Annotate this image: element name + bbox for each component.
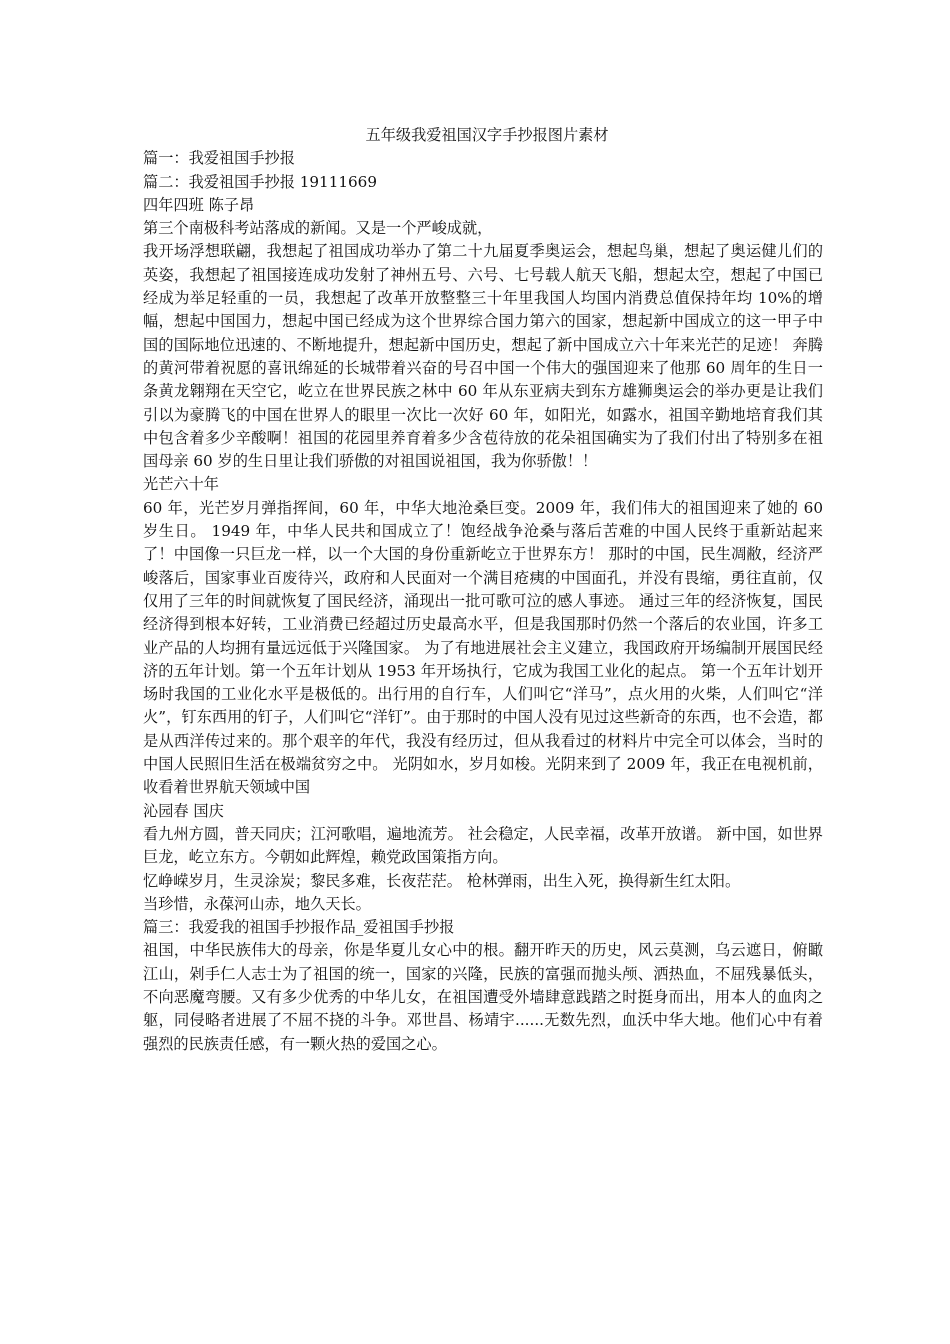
paragraph-2: 60 年，光芒岁月弹指挥间，60 年，中华大地沧桑巨变。2009 年，我们伟大的祖国迎来了她的 60 岁生日。 1949 年，中华人民共和国成立了！饱经战争沧桑与落后苦难的中国人民终于重新站起来了！中国像一只巨龙一样，以一个大国的身份重新屹立于世界东方！ 那时的中国，民生凋敝，经济严峻落后，国家事业百废待兴，政府和人民面对一个满目疮痍的中国面孔，并没有畏缩，勇往直前，仅仅用了三年的时间就恢复了国民经济，涌现出一批可歌可泣的感人事迹。 通过三年的经济恢复，国民经济得到根本好转，工业消费已经超过历史最高水平，但是我国那时仍然一个落后的农业国，许多工业产品的人均拥有量远远低于兴隆国家。 为了有地进展社会主义建立，我国政府开场编制开展国民经济的五年计划。第一个五年计划从 1953 年开场执行，它成为我国工业化的起点。 第一个五年计划开场时我国的工业化水平是极低的。出行用的自行车，人们叫它“洋马”，点火用的火柴，人们叫它“洋火”，钉东西用的钉子，人们叫它“洋钉”。由于那时的中国人没有见过这些新奇的东西，也不会造，都是从西洋传过来的。那个艰辛的年代，我没有经历过，但从我看过的材料片中完全可以体会，当时的中国人民照旧生活在极端贫穷之中。 光阴如水，岁月如梭。光阴来到了 2009 年，我正在电视机前，收看着世界航天领域中国 [143, 498, 823, 797]
text-line-2: 篇二：我爱祖国手抄报 19111669 [143, 172, 378, 191]
paragraph-1: 我开场浮想联翩，我想起了祖国成功举办了第二十九届夏季奥运会，想起鸟巢，想起了奥运健儿们的英姿，我想起了祖国接连成功发射了神州五号、六号、七号载人航天飞船，想起太空，想起了中国已经成为举足轻重的一员，我想起了改革开放整整三十年里我国人均国内消费总值保持年均 10%的增幅，想起中国国力，想起中国已经成为这个世界综合国力第六的国家，想起新中国成立的这一甲子中国的国际地位迅速的、不断地提升，想起新中国历史，想起了新中国成立六十年来光芒的足迹！ 奔腾的黄河带着祝愿的喜讯绵延的长城带着兴奋的号召中国一个伟大的强国迎来了他那 60 周年的生日一条黄龙翱翔在天空它，屹立在世界民族之林中 60 年从东亚病夫到东方雄狮奥运会的举办更是让我们引以为豪腾飞的中国在世界人的眼里一次比一次好 60 年，如阳光，如露水，祖国辛勤地培育我们其中包含着多少辛酸啊！祖国的花园里养育着多少含苞待放的花朵祖国确实为了我们付出了特别多在祖国母亲 60 岁的生日里让我们骄傲的对祖国说祖国，我为你骄傲！！ [143, 242, 823, 471]
section-heading-3: 篇三：我爱我的祖国手抄报作品_爱祖国手抄报 [143, 918, 455, 937]
text-line-4: 第三个南极科考站落成的新闻。又是一个严峻成就， [143, 219, 493, 238]
text-line-3: 四年四班 陈子昂 [143, 195, 255, 214]
text-line-1: 篇一：我爱祖国手抄报 [143, 149, 295, 168]
document-title: 五年级我爱祖国汉字手抄报图片素材 [365, 126, 609, 144]
section-heading-1: 光芒六十年 [143, 475, 219, 494]
paragraph-3: 祖国，中华民族伟大的母亲，你是华夏儿女心中的根。翻开昨天的历史，风云莫测，乌云遮日，俯瞰江山，剁手仁人志士为了祖国的统一，国家的兴隆，民族的富强而抛头颅、洒热血，不屈残暴低头，不向恶魔弯腰。又有多少优秀的中华儿女，在祖国遭受外墙肆意践踏之时挺身而出，用本人的血肉之躯，同侵略者进展了不屈不挠的斗争。邓世昌、杨靖宇......无数先烈，血沃中华大地。他们心中有着强烈的民族责任感，有一颗火热的爱国之心。 [143, 941, 823, 1053]
poem-line-3: 当珍惜，永葆河山赤，地久天长。 [143, 894, 371, 913]
poem-line-2: 忆峥嵘岁月，生灵涂炭；黎民多难，长夜茫茫。 枪林弹雨，出生入死，换得新生红太阳。 [143, 871, 741, 890]
poem-line-1: 看九州方圆，普天同庆；江河歌唱，遍地流芳。 社会稳定，人民幸福，改革开放谱。 新中国，如世界巨龙，屹立东方。今朝如此辉煌，赖党政国策指方向。 [143, 824, 823, 867]
document-body [143, 124, 823, 1056]
section-heading-2: 沁园春 国庆 [143, 801, 224, 820]
